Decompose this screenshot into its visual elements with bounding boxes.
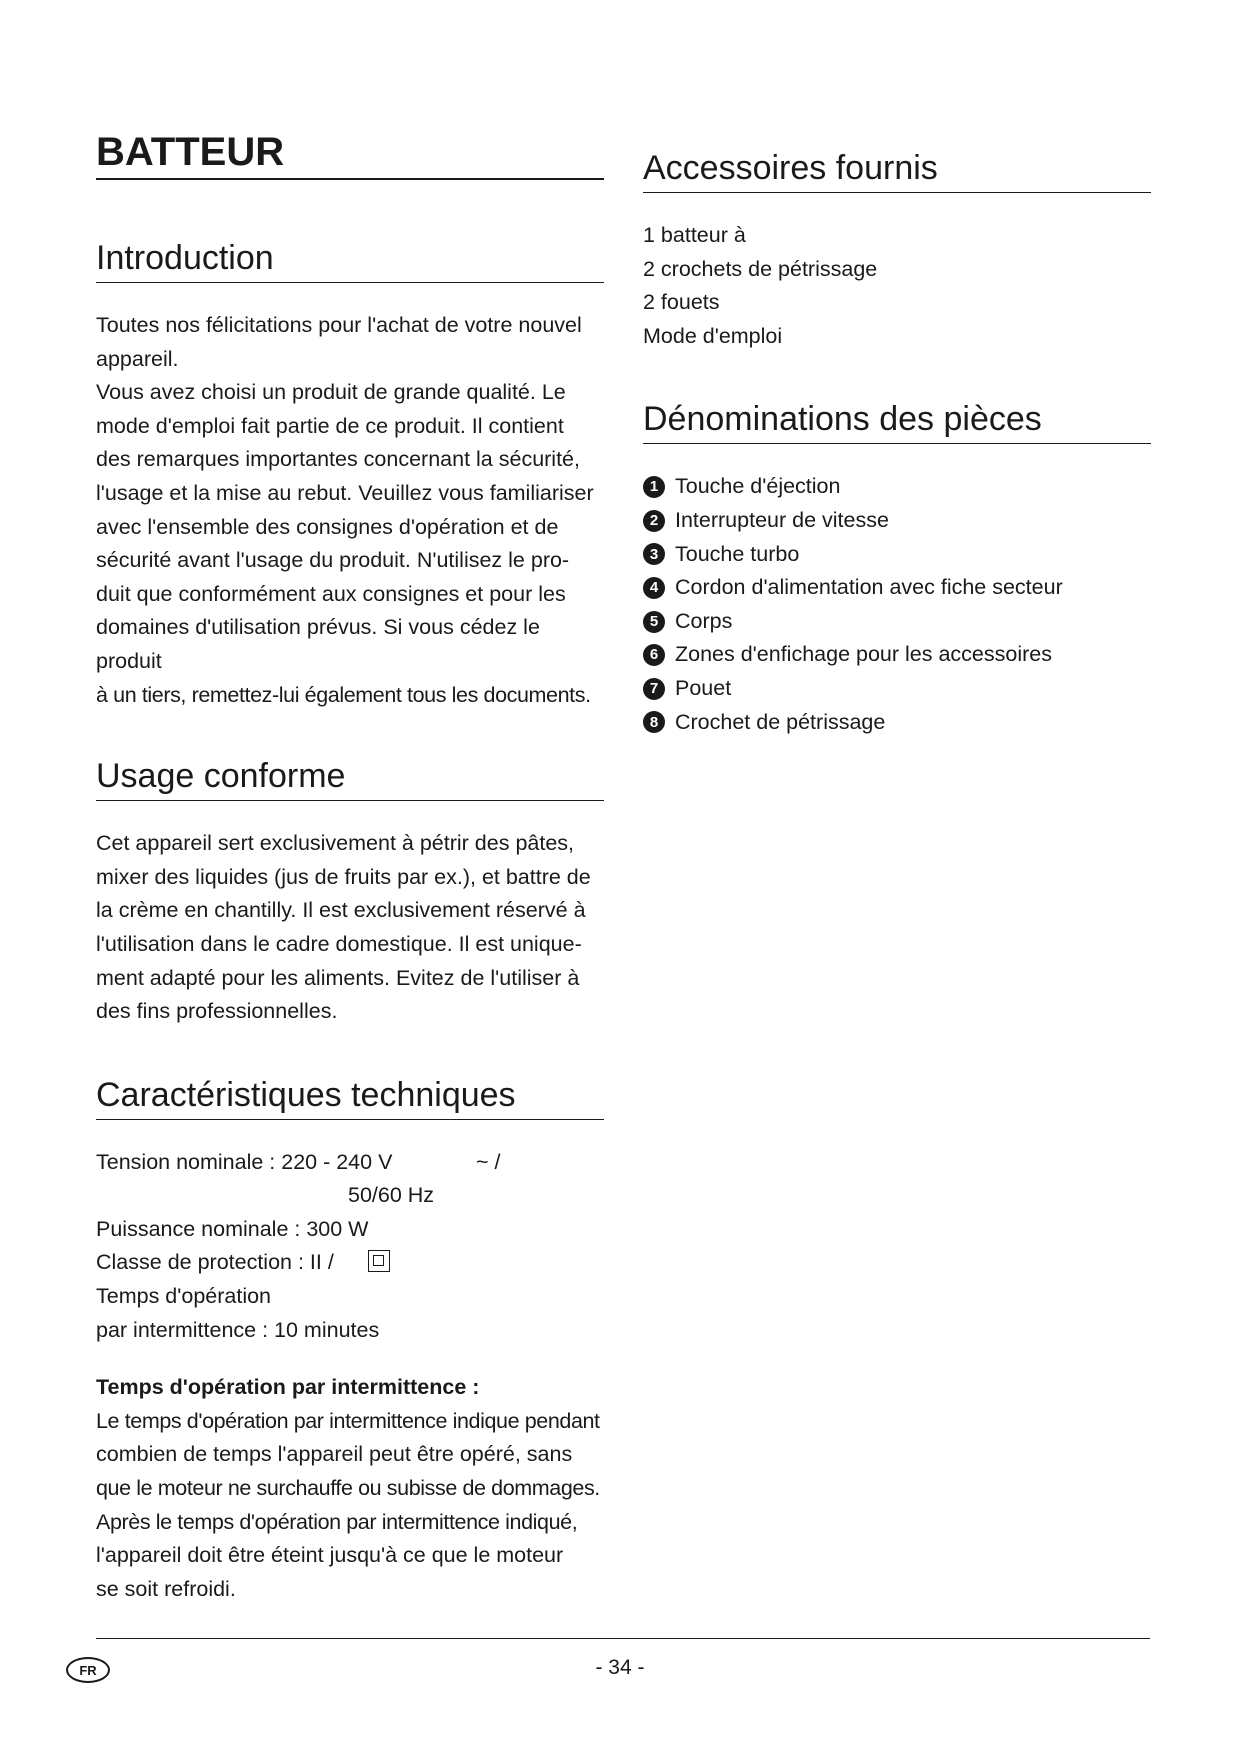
number-badge-icon: 5 — [643, 611, 665, 633]
part-label: Interrupteur de vitesse — [675, 507, 889, 532]
number-badge-icon: 3 — [643, 543, 665, 565]
paragraph-line: l'appareil doit être éteint jusqu'à ce que le moteur — [96, 1543, 564, 1568]
part-label: Zones d'enfichage pour les accessoires — [675, 642, 1052, 667]
list-item — [643, 638, 1151, 672]
language-badge: FR — [66, 1657, 110, 1683]
number-badge-icon: 1 — [643, 476, 665, 498]
ac-symbol: ~ / — [476, 1149, 501, 1174]
part-label: Touche d'éjection — [675, 474, 841, 499]
paragraph-line: mixer des liquides (jus de fruits par ex.), et battre de — [96, 864, 591, 889]
paragraph-line: Le temps d'opération par intermittence indique pendant — [96, 1408, 600, 1433]
paragraph-line: des fins professionnelles. — [96, 999, 338, 1024]
accessories-heading: Accessoires fournis — [643, 148, 1151, 193]
list-item — [643, 538, 1151, 572]
list-item: 1 batteur à — [643, 223, 746, 247]
part-label: Crochet de pétrissage — [675, 709, 886, 734]
paragraph-line: Toutes nos félicitations pour l'achat de votre nouvel — [96, 313, 582, 337]
protection-value: Classe de protection : II / — [96, 1250, 334, 1275]
power-row: Puissance nominale : 300 W — [96, 1216, 369, 1241]
paragraph-line: l'utilisation dans le cadre domestique. Il est unique- — [96, 931, 582, 956]
part-label: Touche turbo — [675, 541, 800, 566]
frequency-value: 50/60 Hz — [348, 1183, 435, 1208]
number-badge-icon: 7 — [643, 678, 665, 700]
paragraph-line: ment adapté pour les aliments. Evitez de l'utiliser à — [96, 965, 580, 990]
list-item — [643, 571, 1151, 605]
paragraph-line: Après le temps d'opération par intermittence indiqué, — [96, 1509, 578, 1534]
specs-heading: Caractéristiques techniques — [96, 1075, 604, 1120]
parts-list — [643, 470, 1151, 739]
number-badge-icon: 8 — [643, 711, 665, 733]
list-item: 2 fouets — [643, 290, 720, 315]
op-time-row-1: Temps d'opération — [96, 1284, 272, 1309]
part-label: Cordon d'alimentation avec fiche secteur — [675, 575, 1063, 600]
specs-block — [96, 1146, 604, 1348]
list-item — [643, 605, 1151, 639]
paragraph-line: Cet appareil sert exclusivement à pétrir des pâtes, — [96, 831, 575, 856]
op-time-row-2: par intermittence : 10 minutes — [96, 1317, 380, 1342]
accessories-list — [643, 219, 1151, 353]
introduction-text — [96, 309, 604, 712]
left-column — [96, 130, 604, 1606]
op-time-note — [96, 1371, 604, 1606]
voltage-row — [96, 1146, 604, 1180]
parts-heading: Dénominations des pièces — [643, 399, 1151, 444]
list-item: Mode d'emploi — [643, 323, 783, 348]
paragraph-line: mode d'emploi fait partie de ce produit. Il contient — [96, 413, 564, 438]
paragraph-line: se soit refroidi. — [96, 1576, 236, 1601]
list-item: 2 crochets de pétrissage — [643, 256, 878, 281]
paragraph-line: à un tiers, remettez-lui également tous les documents. — [96, 682, 591, 707]
paragraph-line: que le moteur ne surchauffe ou subisse de dommages. — [96, 1476, 600, 1501]
class-ii-icon — [368, 1250, 390, 1272]
list-item — [643, 504, 1151, 538]
part-label: Pouet — [675, 675, 732, 700]
number-badge-icon: 2 — [643, 510, 665, 532]
part-label: Corps — [675, 608, 733, 633]
note-heading: Temps d'opération par intermittence : — [96, 1375, 480, 1400]
page-title: BATTEUR — [96, 130, 604, 180]
list-item — [643, 672, 1151, 706]
voltage-value: Tension nominale : 220 - 240 V — [96, 1149, 393, 1174]
protection-row — [96, 1246, 604, 1280]
paragraph-line: appareil. — [96, 346, 179, 371]
footer-divider — [96, 1638, 1150, 1639]
paragraph-line: combien de temps l'appareil peut être opéré, sans — [96, 1442, 573, 1467]
introduction-heading: Introduction — [96, 238, 604, 283]
number-badge-icon: 4 — [643, 577, 665, 599]
paragraph-line: des remarques importantes concernant la sécurité, — [96, 447, 580, 472]
paragraph-line: l'usage et la mise au rebut. Veuillez vous familiariser — [96, 480, 594, 505]
list-item — [643, 706, 1151, 740]
list-item — [643, 470, 1151, 504]
page-number: - 34 - — [595, 1656, 645, 1679]
frequency-row — [96, 1179, 604, 1213]
paragraph-line: la crème en chantilly. Il est exclusivement réservé à — [96, 898, 586, 923]
paragraph-line: duit que conformément aux consignes et pour les — [96, 581, 566, 606]
right-column — [643, 148, 1151, 739]
paragraph-line: sécurité avant l'usage du produit. N'utilisez le pro- — [96, 548, 570, 573]
number-badge-icon: 6 — [643, 644, 665, 666]
usage-text — [96, 827, 604, 1029]
paragraph-line: Vous avez choisi un produit de grande qualité. Le — [96, 380, 566, 405]
paragraph-line: avec l'ensemble des consignes d'opération et de — [96, 514, 559, 539]
paragraph-line: domaines d'utilisation prévus. Si vous cédez le produit — [96, 615, 540, 673]
usage-heading: Usage conforme — [96, 756, 604, 801]
